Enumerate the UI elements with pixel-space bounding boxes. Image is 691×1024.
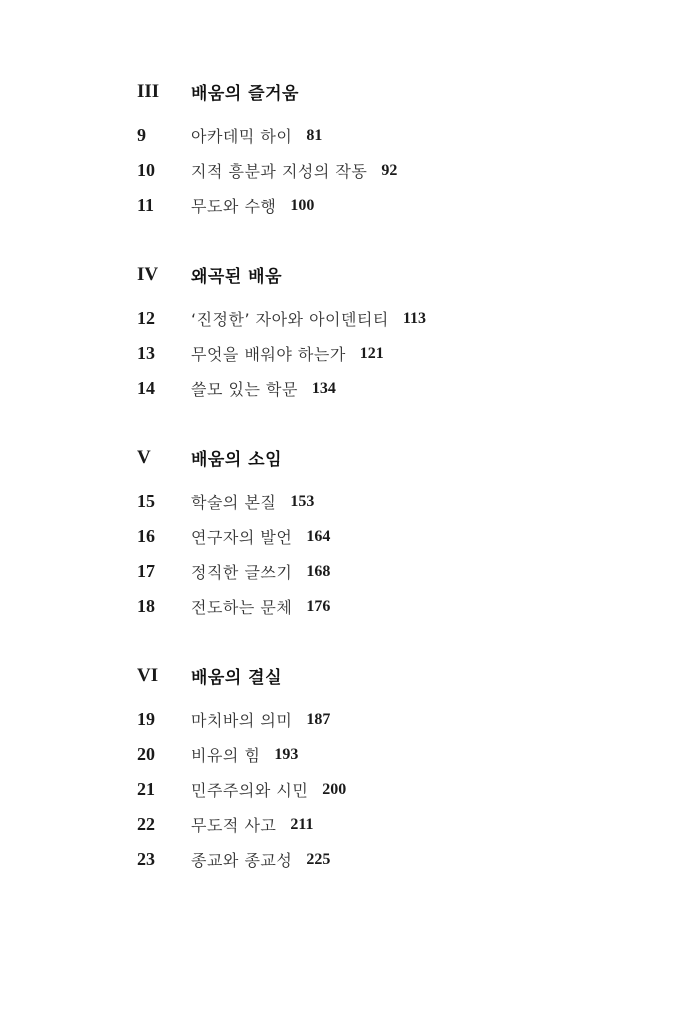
page-number: 200 <box>322 780 347 798</box>
section-heading <box>137 74 637 109</box>
chapter-entry[interactable] <box>137 371 637 406</box>
chapter-title: 쓸모 있는 학문 <box>191 380 298 399</box>
chapter-entry[interactable] <box>137 118 637 153</box>
chapter-entry[interactable] <box>137 519 637 554</box>
section-numeral: IV <box>137 263 159 285</box>
chapter-title: 비유의 힘 <box>191 746 261 765</box>
toc-section <box>137 257 637 406</box>
section-title: 배움의 소임 <box>191 450 283 470</box>
page-number: 164 <box>306 527 331 545</box>
page-number: 225 <box>306 850 331 868</box>
chapter-number: 22 <box>137 814 155 834</box>
section-title: 왜곡된 배움 <box>191 267 283 287</box>
chapter-entry[interactable] <box>137 772 637 807</box>
page-number: 168 <box>306 562 331 580</box>
chapter-entry[interactable] <box>137 737 637 772</box>
section-heading <box>137 257 637 292</box>
chapter-entry[interactable] <box>137 589 637 624</box>
chapter-title: ‘진정한’ 자아와 아이덴티티 <box>191 310 389 329</box>
chapter-number: 9 <box>137 125 146 145</box>
chapter-entry[interactable] <box>137 153 637 188</box>
section-heading <box>137 440 637 475</box>
chapter-entry[interactable] <box>137 702 637 737</box>
chapter-entry[interactable] <box>137 301 637 336</box>
page-number: 81 <box>306 126 323 144</box>
chapter-number: 16 <box>137 526 155 546</box>
chapter-number: 10 <box>137 160 155 180</box>
page-number: 121 <box>359 344 384 362</box>
page-number: 92 <box>381 161 398 179</box>
toc-section <box>137 658 637 877</box>
page-number: 100 <box>290 196 315 214</box>
page-number: 211 <box>290 815 314 833</box>
chapter-title: 마치바의 의미 <box>191 711 293 730</box>
page-number: 176 <box>306 597 331 615</box>
page-number: 193 <box>274 745 299 763</box>
chapter-entry[interactable] <box>137 807 637 842</box>
chapter-title: 민주주의와 시민 <box>191 781 309 800</box>
chapter-title: 연구자의 발언 <box>191 528 293 547</box>
chapter-entry[interactable] <box>137 484 637 519</box>
chapter-entry[interactable] <box>137 842 637 877</box>
chapter-number: 21 <box>137 779 155 799</box>
page-number: 187 <box>306 710 331 728</box>
chapter-number: 11 <box>137 195 155 215</box>
chapter-title: 무도와 수행 <box>191 197 277 216</box>
chapter-title: 지적 흥분과 지성의 작동 <box>191 162 368 181</box>
section-numeral: III <box>137 80 160 102</box>
page-number: 113 <box>402 309 426 327</box>
chapter-number: 14 <box>137 378 155 398</box>
page-number: 134 <box>311 379 336 397</box>
section-title: 배움의 즐거움 <box>191 84 299 104</box>
chapter-number: 13 <box>137 343 155 363</box>
chapter-entry[interactable] <box>137 188 637 223</box>
toc-section <box>137 440 637 624</box>
chapter-title: 전도하는 문체 <box>191 598 293 617</box>
chapter-number: 18 <box>137 596 155 616</box>
chapter-entry[interactable] <box>137 336 637 371</box>
chapter-title: 무엇을 배워야 하는가 <box>191 345 346 364</box>
chapter-number: 23 <box>137 849 155 869</box>
chapter-title: 종교와 종교성 <box>191 851 293 870</box>
section-title: 배움의 결실 <box>191 668 283 688</box>
chapter-number: 12 <box>137 308 155 328</box>
chapter-title: 아카데믹 하이 <box>191 127 293 146</box>
section-heading <box>137 658 637 693</box>
chapter-entry[interactable] <box>137 554 637 589</box>
section-numeral: V <box>137 446 151 468</box>
page-number: 153 <box>290 492 315 510</box>
section-numeral: VI <box>137 664 159 686</box>
chapter-title: 정직한 글쓰기 <box>191 563 293 582</box>
toc-section <box>137 74 637 223</box>
chapter-number: 15 <box>137 491 155 511</box>
chapter-number: 20 <box>137 744 155 764</box>
table-of-contents <box>137 74 637 911</box>
chapter-title: 무도적 사고 <box>191 816 277 835</box>
chapter-title: 학술의 본질 <box>191 493 277 512</box>
chapter-number: 17 <box>137 561 155 581</box>
chapter-number: 19 <box>137 709 155 729</box>
